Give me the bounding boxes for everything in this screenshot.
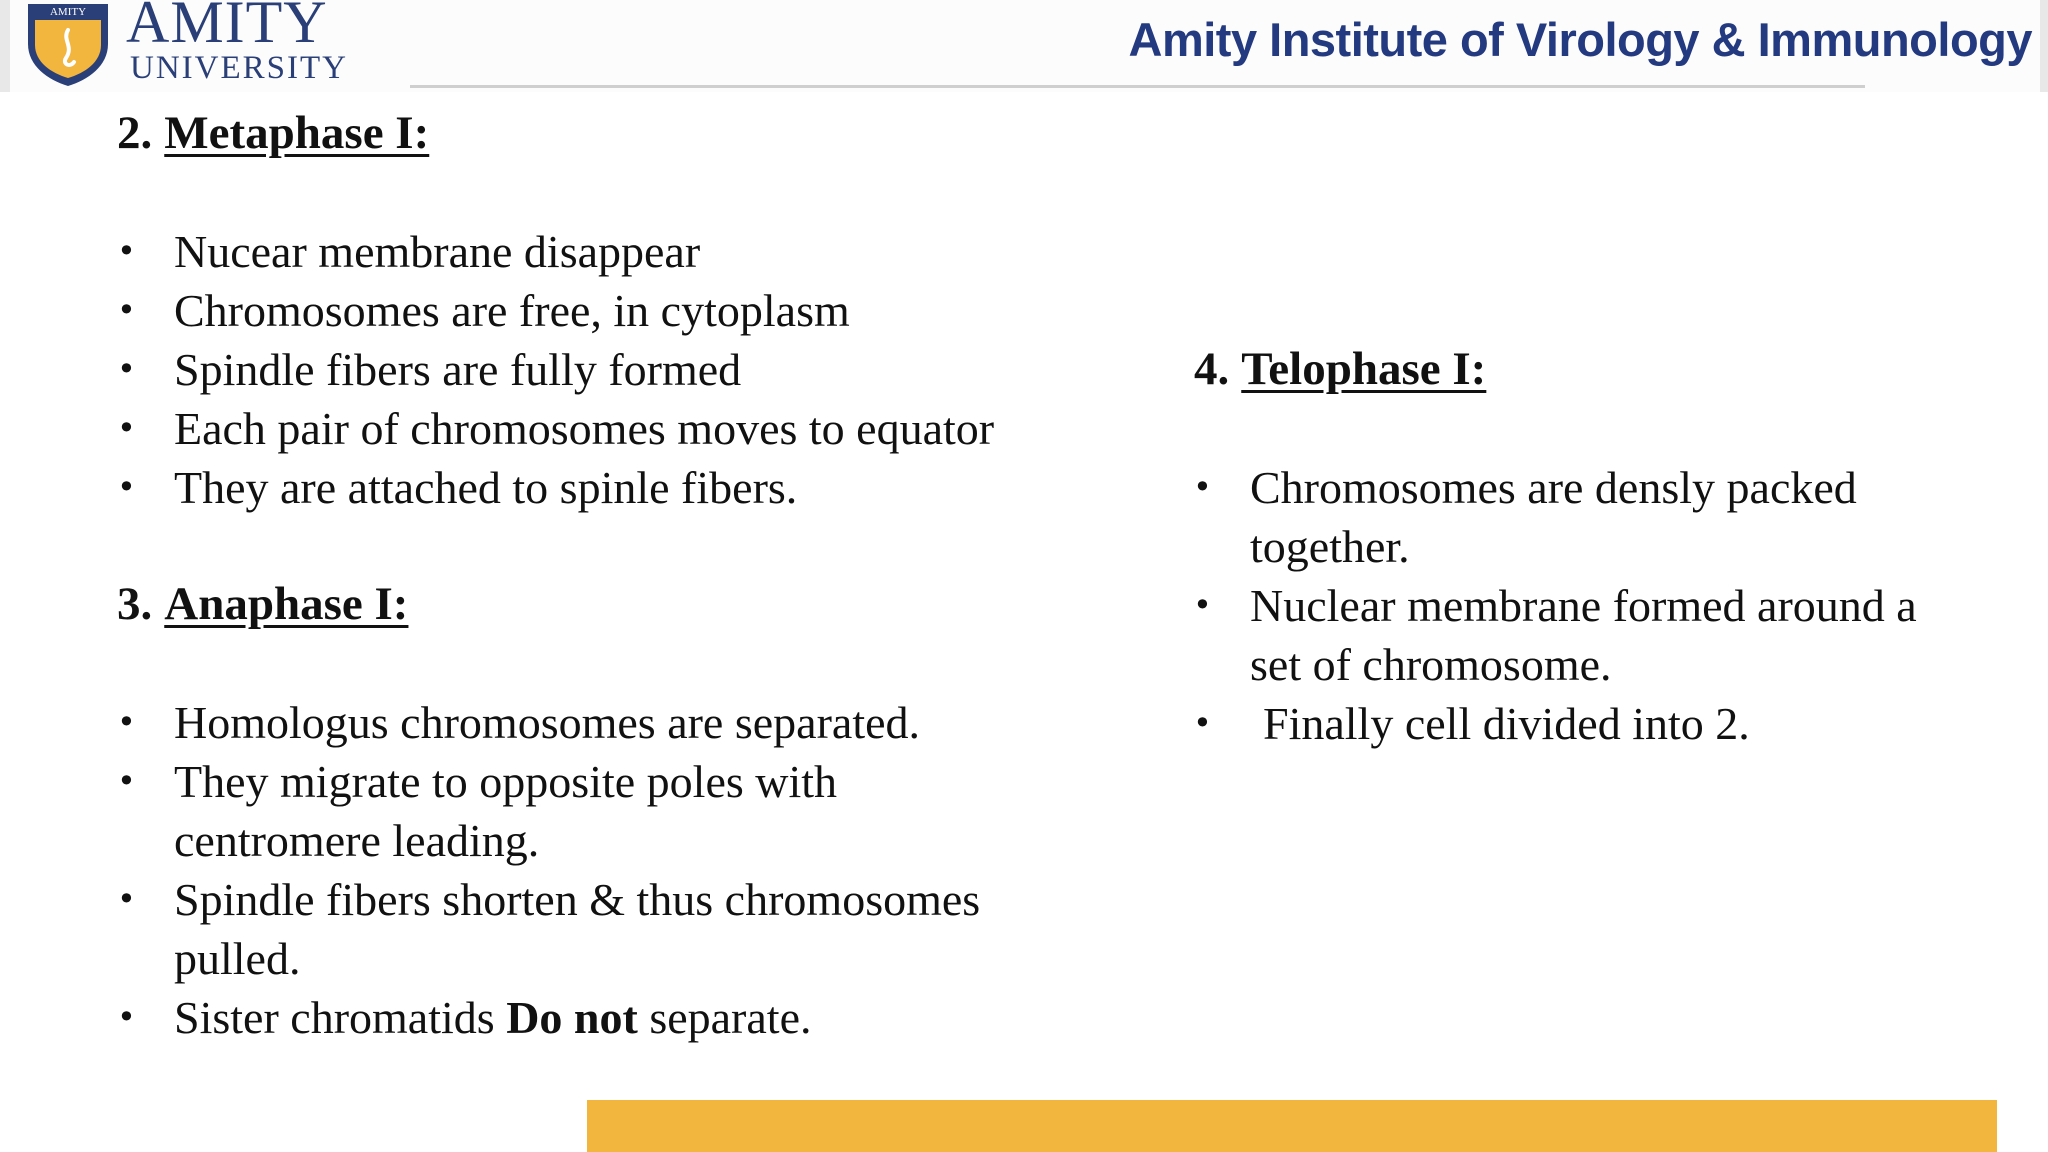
heading-number: 4.	[1194, 343, 1230, 395]
item-text: Homologus chromosomes are separated.	[174, 697, 921, 748]
list-item	[1193, 576, 1917, 694]
heading-title: Metaphase I:	[164, 107, 430, 159]
list-item: • Spindle fibers are fully formed	[117, 340, 994, 399]
anaphase-heading	[117, 578, 409, 630]
item-text-continued: centromere leading.	[174, 815, 540, 866]
heading-number: 3.	[117, 578, 153, 630]
header-divider	[410, 85, 1865, 88]
footer-accent-bar	[587, 1100, 1997, 1152]
list-item: • Chromosomes are free, in cytoplasm	[117, 281, 994, 340]
item-emphasis: Do not	[506, 992, 638, 1043]
item-text: They migrate to opposite poles with	[174, 756, 838, 807]
list-item	[117, 752, 980, 870]
amity-logo	[22, 0, 382, 90]
metaphase-heading	[117, 107, 430, 159]
institute-title: Amity Institute of Virology & Immunology	[1128, 13, 2032, 66]
anaphase-list	[117, 693, 980, 1047]
heading-title: Anaphase I:	[164, 578, 409, 630]
item-text: separate.	[637, 992, 812, 1043]
list-item: • They are attached to spinle fibers.	[117, 458, 994, 517]
item-text: Finally cell divided into 2.	[1263, 698, 1750, 749]
shield-icon	[22, 0, 114, 88]
list-item	[1193, 694, 1917, 753]
list-item	[117, 988, 980, 1047]
logo-name: AMITY	[126, 0, 328, 55]
telophase-heading	[1194, 343, 1487, 395]
item-text: Spindle fibers shorten & thus chromosomes	[174, 874, 981, 925]
item-text: Nuclear membrane formed around a	[1250, 580, 1917, 631]
item-text-continued: together.	[1250, 521, 1410, 572]
item-text-continued: pulled.	[174, 933, 301, 984]
logo-subtitle: UNIVERSITY	[130, 50, 348, 86]
item-text-continued: set of chromosome.	[1250, 639, 1612, 690]
item-text: Sister chromatids	[174, 992, 507, 1043]
telophase-list	[1193, 458, 1917, 753]
header-right-border	[2040, 0, 2048, 92]
header-left-border	[0, 0, 10, 92]
logo-small-text: AMITY	[49, 6, 87, 18]
list-item	[117, 693, 980, 752]
heading-title: Telophase I:	[1241, 343, 1487, 395]
heading-number: 2.	[117, 107, 153, 159]
metaphase-list	[117, 222, 994, 517]
item-text: Chromosomes are densly packed	[1250, 462, 1857, 513]
list-item	[117, 870, 980, 988]
list-item: • Nucear membrane disappear	[117, 222, 994, 281]
list-item	[1193, 458, 1917, 576]
list-item: • Each pair of chromosomes moves to equator	[117, 399, 994, 458]
